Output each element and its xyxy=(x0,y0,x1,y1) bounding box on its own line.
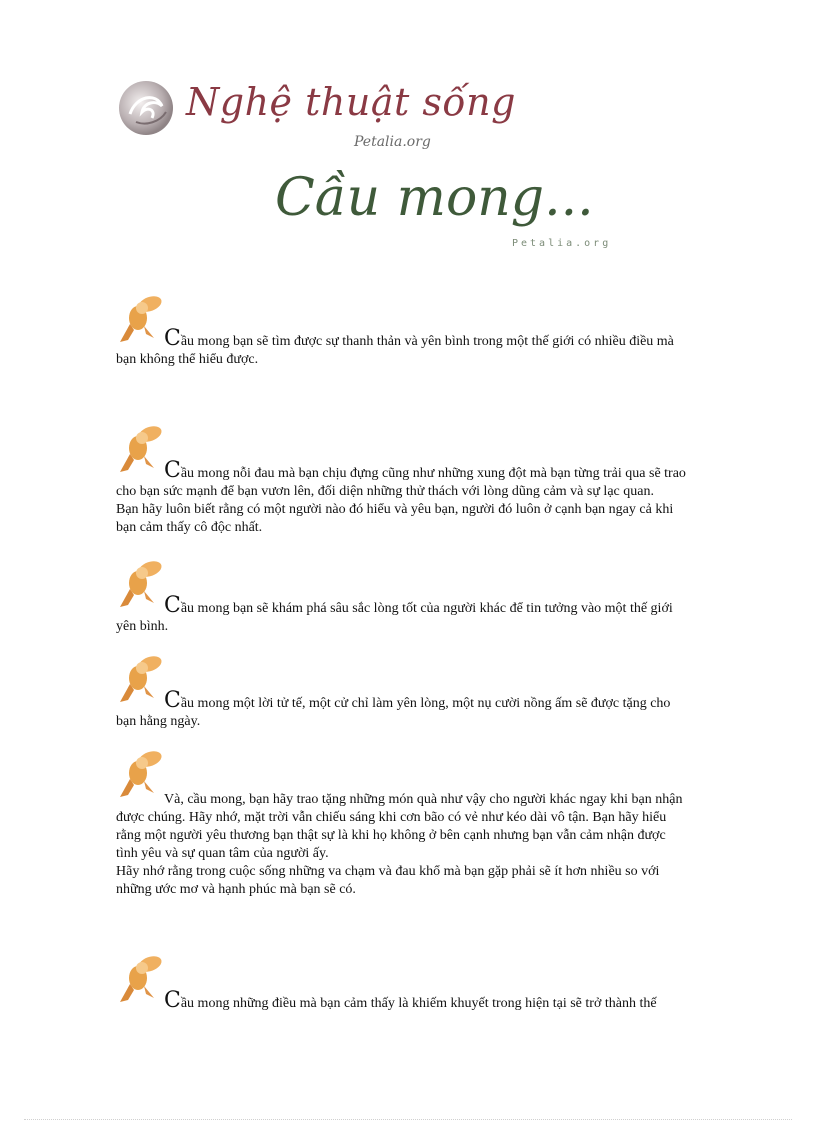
site-logo xyxy=(116,72,516,162)
paragraph-line: những ước mơ và hạnh phúc mà bạn sẽ có. xyxy=(116,882,356,897)
page-title: Cầu mong... xyxy=(275,168,594,228)
page-title-source: Petalia.org xyxy=(512,238,612,249)
drop-cap: C xyxy=(164,326,181,351)
paragraph-line: yên bình. xyxy=(116,619,169,634)
paragraph-first-line: ầu mong một lời tử tế, một cử chỉ làm yên lòng, một nụ cười nồng ấm sẽ được tặng cho xyxy=(180,696,671,711)
wish-paragraph xyxy=(116,326,774,369)
drop-cap: C xyxy=(164,988,181,1013)
drop-cap: C xyxy=(164,593,181,618)
wish-paragraph xyxy=(116,688,774,731)
paragraph-line: cho bạn sức mạnh để bạn vươn lên, đối diện những thử thách với lòng dũng cảm và sự lạc quan. xyxy=(116,484,654,499)
paragraph-line: được chúng. Hãy nhớ, mặt trời vẫn chiếu sáng khi cơn bão có vẻ như kéo dài vô tận. Bạn hãy hiểu xyxy=(116,810,667,825)
wish-section-6 xyxy=(116,950,776,1020)
paragraph-line: bạn hằng ngày. xyxy=(116,714,201,729)
drop-cap: C xyxy=(164,688,181,713)
logo-title: Nghệ thuật sống xyxy=(186,80,516,124)
wish-section-3 xyxy=(116,555,776,635)
wish-paragraph xyxy=(116,791,774,899)
paragraph-line: Hãy nhớ rằng trong cuộc sống những va chạm và đau khổ mà bạn gặp phải sẽ ít hơn nhiều so với xyxy=(116,864,660,879)
paragraph-line: Bạn hãy luôn biết rằng có một người nào đó hiểu và yêu bạn, người đó luôn ở cạnh bạn ngay cả khi xyxy=(116,502,674,517)
paragraph-line: tình yêu và sự quan tâm của người ấy. xyxy=(116,846,329,861)
wish-paragraph xyxy=(116,593,774,636)
paragraph-first-line: ầu mong những điều mà bạn cảm thấy là khiếm khuyết trong hiện tại sẽ trở thành thế xyxy=(180,996,657,1011)
paragraph-line: bạn cảm thấy cô độc nhất. xyxy=(116,520,263,535)
wish-section-4 xyxy=(116,650,776,730)
wish-section-2 xyxy=(116,420,776,540)
paragraph-line: bạn không thể hiểu được. xyxy=(116,352,259,367)
paragraph-line: rằng một người yêu thương bạn thật sự là khi họ không ở bên cạnh nhưng bạn vẫn cảm nhận được xyxy=(116,828,666,843)
wish-paragraph xyxy=(116,988,774,1013)
paragraph-first-line: ầu mong bạn sẽ tìm được sự thanh thản và yên bình trong một thế giới có nhiều điều mà xyxy=(180,334,674,349)
swirl-emblem-icon xyxy=(116,76,180,140)
paragraph-first-line: ầu mong bạn sẽ khám phá sâu sắc lòng tốt của người khác để tin tưởng vào một thế giới xyxy=(180,601,673,616)
paragraph-first-line: ầu mong nỗi đau mà bạn chịu đựng cũng như những xung đột mà bạn từng trải qua sẽ trao xyxy=(180,466,686,481)
paragraph-first-line: Và, cầu mong, bạn hãy trao tặng những món quà như vậy cho người khác ngay khi bạn nhận xyxy=(164,792,683,807)
page-bottom-divider xyxy=(24,1119,792,1120)
wish-section-1 xyxy=(116,290,776,370)
wish-paragraph xyxy=(116,458,774,537)
logo-subtitle: Petalia.org xyxy=(354,134,431,150)
wish-section-5 xyxy=(116,745,776,905)
drop-cap: C xyxy=(164,458,181,483)
